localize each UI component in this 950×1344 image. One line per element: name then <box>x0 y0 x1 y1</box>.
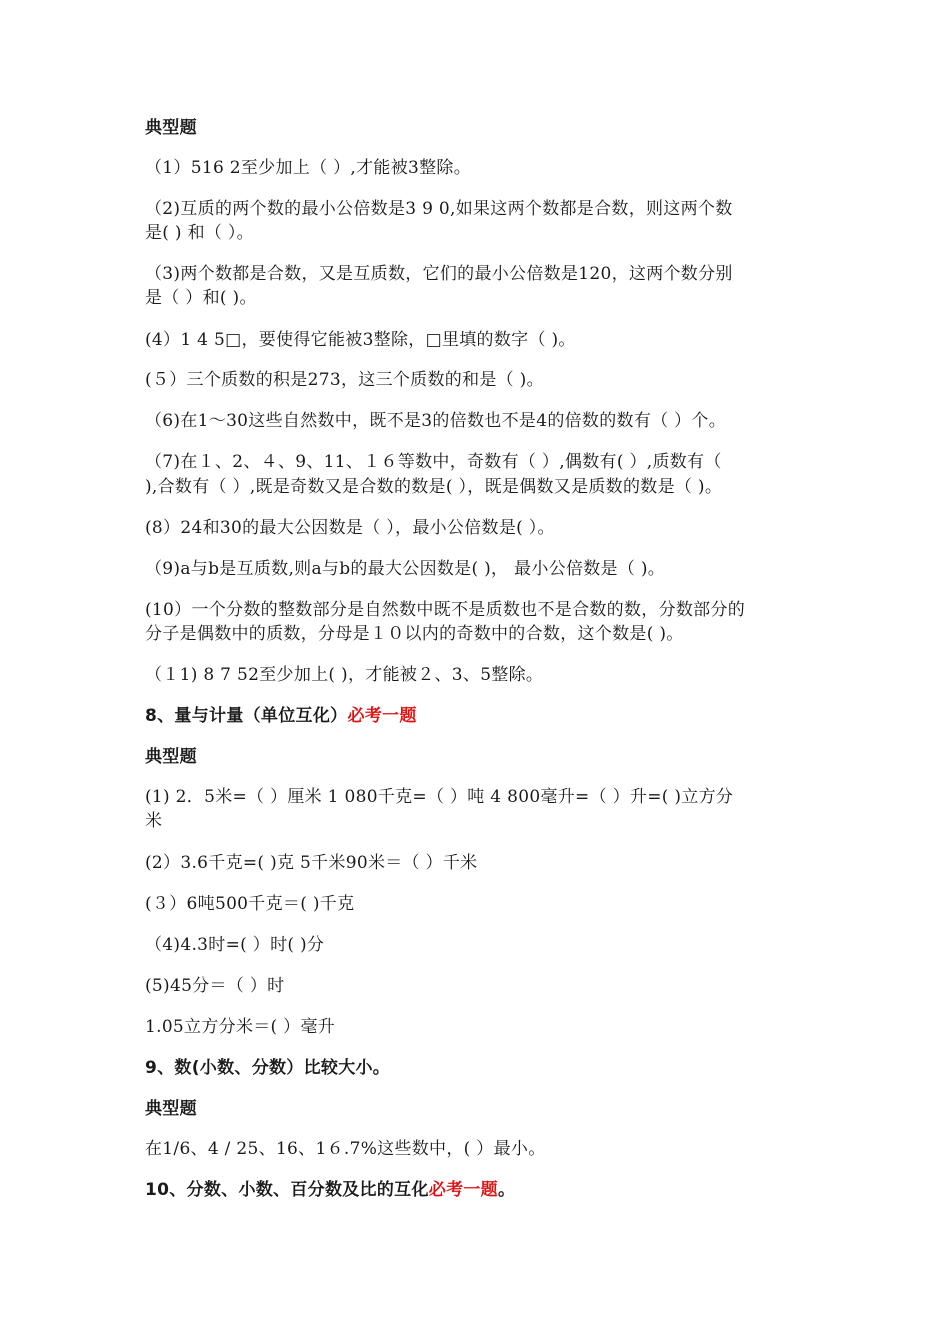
line-text: 是( ) 和（ ）。 <box>145 223 254 243</box>
text-line <box>145 222 254 244</box>
text-line <box>145 558 665 580</box>
line-text: ),合数有（ ）,既是奇数又是合数的数是( ），既是偶数又是质数的数是（ )。 <box>145 477 723 497</box>
must-test-label: 必考一题 <box>347 706 417 726</box>
line-text: 10、分数、小数、百分数及比的互化 <box>145 1180 429 1200</box>
text-line <box>145 664 543 686</box>
line-text: 是（ ）和( )。 <box>145 288 257 308</box>
line-text: （9)a与b是互质数,则a与b的最大公因数是( )， 最小公倍数是（ )。 <box>145 559 666 579</box>
text-line <box>145 786 733 808</box>
line-text: （6)在1～30这些自然数中，既不是3的倍数也不是4的倍数的数有（ ）个。 <box>145 411 727 431</box>
line-text: （4)4.3时=( ）时( )分 <box>145 935 325 955</box>
text-line <box>145 410 726 432</box>
line-text: 米 <box>145 811 163 831</box>
text-line <box>145 810 162 832</box>
text-line <box>145 852 477 874</box>
section-heading <box>145 117 197 139</box>
text-line <box>145 623 684 645</box>
line-text: 9、数(小数、分数）比较大小。 <box>145 1058 391 1078</box>
line-text: (2）3.6千克=( )克 5千米90米＝（ ）千米 <box>145 853 478 873</box>
text-line <box>145 287 257 309</box>
text-line <box>145 1138 546 1160</box>
section-heading <box>145 1179 515 1201</box>
text-line <box>145 1016 335 1038</box>
text-line <box>145 476 722 498</box>
line-text: (５）三个质数的积是273，这三个质数的和是（ )。 <box>145 370 544 390</box>
text-line <box>145 329 576 351</box>
text-line <box>145 451 722 473</box>
line-text: (4）1 4 5□，要使得它能被3整除，□里填的数字（ )。 <box>145 330 576 350</box>
line-text: 典型题 <box>145 747 197 767</box>
line-text: 典型题 <box>145 1099 197 1119</box>
text-line <box>145 517 555 539</box>
line-text: (1) 2．5米=（ ）厘米 1 080千克=（ ）吨 4 800毫升=（ ）升=( )立方分 <box>145 787 734 807</box>
line-text: （2)互质的两个数的最小公倍数是3 9 0,如果这两个数都是合数，则这两个数 <box>145 199 733 219</box>
line-text: (３）6吨500千克＝( )千克 <box>145 894 355 914</box>
line-text: 8、量与计量（单位互化） <box>145 706 348 726</box>
line-text: (8）24和30的最大公因数是（ ），最小公倍数是( ）。 <box>145 518 555 538</box>
text-line <box>145 369 544 391</box>
line-text: （１1) 8 7 52至少加上( )，才能被２、3、5整除。 <box>145 665 544 685</box>
line-text: （1）516 2至少加上（ ）,才能被3整除。 <box>145 158 472 178</box>
section-heading <box>145 1057 390 1079</box>
section-heading <box>145 746 197 768</box>
line-text: (5)45分＝（ ）时 <box>145 976 285 996</box>
line-text: （7)在１、2、４、9、11、１６等数中，奇数有（ ）,偶数有( ）,质数有（ <box>145 452 722 472</box>
text-line <box>145 893 354 915</box>
text-line <box>145 198 733 220</box>
section-heading <box>145 1098 197 1120</box>
text-line <box>145 975 284 997</box>
line-text: （3)两个数都是合数，又是互质数，它们的最小公倍数是120，这两个数分别 <box>145 264 733 284</box>
line-text: 在1/6、4 / 25、16、1６.7%这些数中，( ）最小。 <box>145 1139 546 1159</box>
section-heading <box>145 705 417 727</box>
text-line <box>145 599 745 621</box>
line-text: 典型题 <box>145 118 197 138</box>
line-text: 1.05立方分米＝( ）毫升 <box>145 1017 336 1037</box>
line-text: (10）一个分数的整数部分是自然数中既不是质数也不是合数的数，分数部分的 <box>145 600 746 620</box>
text-line <box>145 263 733 285</box>
must-test-label: 必考一题 <box>428 1180 498 1200</box>
text-line <box>145 934 324 956</box>
line-text: 分子是偶数中的质数，分母是１０以内的奇数中的合数，这个数是( )。 <box>145 624 684 644</box>
text-line <box>145 157 471 179</box>
line-tail: 。 <box>497 1180 516 1200</box>
